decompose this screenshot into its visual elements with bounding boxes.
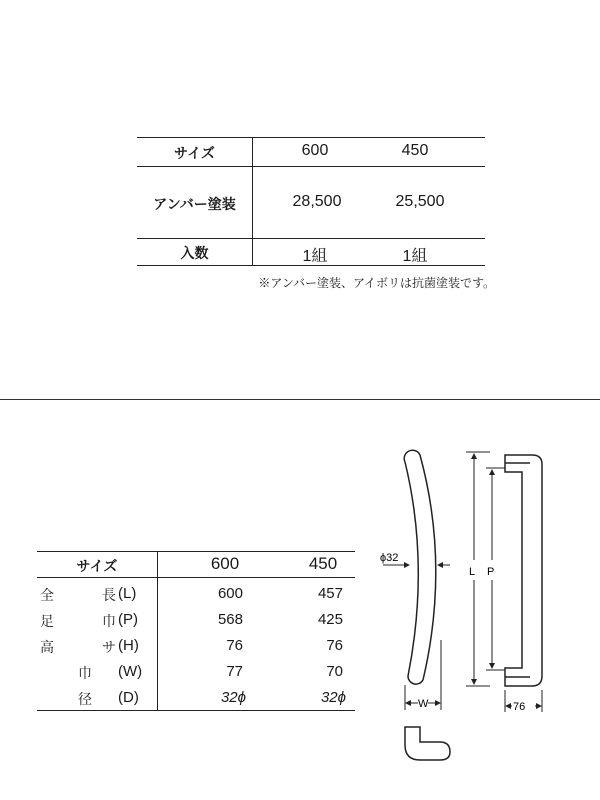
- qty-600: 1組: [302, 248, 328, 265]
- width-label: W: [418, 698, 429, 710]
- row-value-600: 32ϕ: [220, 689, 246, 706]
- row-value-450: 70: [326, 663, 343, 680]
- coating-note: ※アンバー塗装、アイボリは抗菌塗装です。: [258, 276, 495, 290]
- row-code: (L): [118, 585, 137, 602]
- row-kanji-1: 高: [40, 640, 54, 656]
- row-kanji-2: 径: [78, 692, 92, 708]
- qty-label: 入数: [180, 246, 209, 262]
- row-value-450: 425: [317, 611, 343, 628]
- dims-header-450: 450: [308, 554, 338, 573]
- curved-handle-front-view: [404, 450, 436, 684]
- pitch-label: P: [487, 566, 495, 578]
- qty-450: 1組: [402, 248, 428, 265]
- row-value-600: 568: [217, 611, 243, 628]
- row-value-450: 76: [326, 637, 343, 654]
- dims-header-600: 600: [210, 554, 240, 573]
- row-code: (H): [118, 637, 139, 654]
- size-600: 600: [301, 142, 329, 159]
- handle-end-detail: [405, 727, 450, 760]
- length-label: L: [469, 566, 476, 578]
- row-value-600: 77: [226, 663, 243, 680]
- row-kanji-2: 巾: [102, 614, 116, 630]
- row-value-600: 600: [217, 585, 243, 602]
- row-kanji-1: 全: [40, 588, 54, 604]
- price-600: 28,500: [292, 193, 342, 210]
- row-kanji-2: サ: [102, 640, 116, 656]
- handle-side-view: [505, 455, 542, 686]
- row-value-450: 457: [317, 585, 343, 602]
- size-label: サイズ: [174, 146, 215, 162]
- dims-header-label: サイズ: [76, 559, 118, 575]
- row-kanji-2: 巾: [78, 666, 92, 682]
- price-450: 25,500: [395, 193, 445, 210]
- row-kanji-2: 長: [102, 588, 116, 604]
- row-code: (P): [118, 611, 138, 628]
- size-450: 450: [401, 142, 429, 159]
- row-code: (D): [118, 689, 139, 706]
- finish-label: アンバー塗装: [153, 197, 236, 213]
- row-value-450: 32ϕ: [320, 689, 346, 706]
- row-value-600: 76: [226, 637, 243, 654]
- row-code: (W): [118, 663, 143, 680]
- row-kanji-1: 足: [40, 614, 54, 630]
- depth-label: 76: [513, 701, 526, 713]
- diameter-label: ϕ32: [380, 552, 399, 564]
